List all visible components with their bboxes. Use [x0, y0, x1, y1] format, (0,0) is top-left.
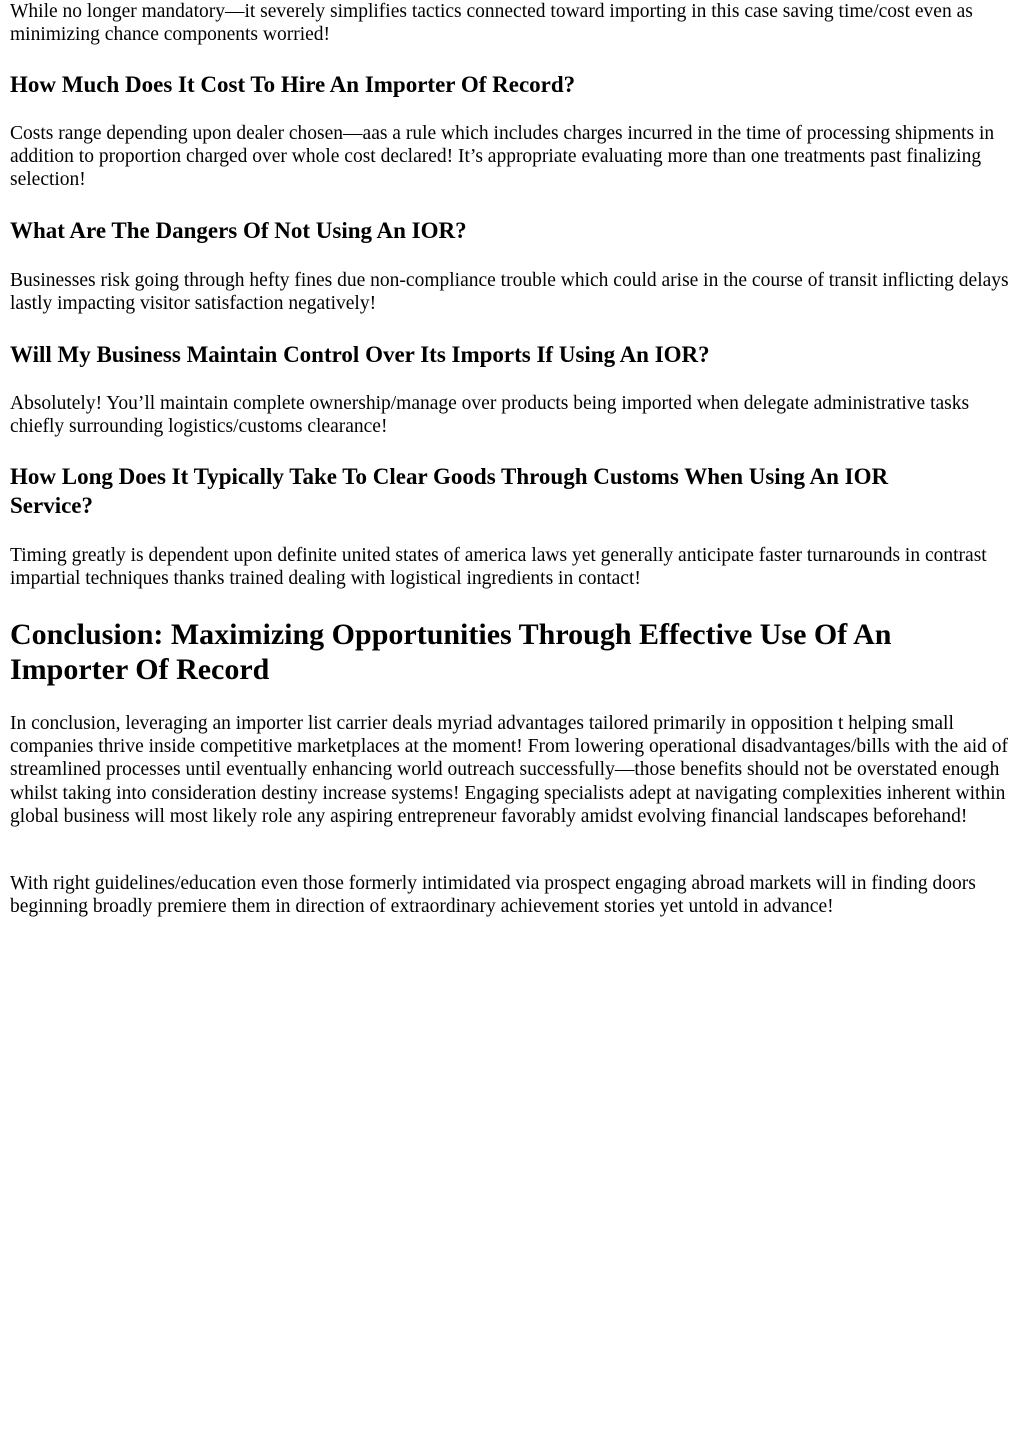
faq-question: How Long Does It Typically Take To Clear Goods Through Customs When Using An IOR Service?	[10, 464, 889, 518]
faq-answer: Costs range depending upon dealer chosen—aas a rule which includes charges incurred in the time of processing shipments in addition to proportion charged over whole cost declared! It’s appropriate evaluating more than one treatments past finalizing selection!	[10, 123, 995, 191]
faq-question: Will My Business Maintain Control Over Its Imports If Using An IOR?	[10, 342, 710, 367]
conclusion-paragraph: With right guidelines/education even those formerly intimidated via prospect engaging abroad markets will in finding doors beginning broadly premiere them in direction of extraordinary achievement stories yet untold in advance!	[10, 873, 976, 918]
intro-paragraph: While no longer mandatory—it severely simplifies tactics connected toward importing in this case saving time/cost even as minimizing chance components worried!	[10, 1, 973, 46]
conclusion-heading: Conclusion: Maximizing Opportunities Through Effective Use Of An Importer Of Record	[10, 618, 892, 686]
faq-answer: Timing greatly is dependent upon definite united states of america laws yet generally anticipate faster turnarounds in contrast impartial techniques thanks trained dealing with logistical ingredients in contact!	[10, 545, 987, 590]
faq-question: What Are The Dangers Of Not Using An IOR?	[10, 218, 467, 243]
faq-question: How Much Does It Cost To Hire An Importer Of Record?	[10, 72, 576, 97]
faq-answer: Absolutely! You’ll maintain complete ownership/manage over products being imported when delegate administrative tasks chiefly surrounding logistics/customs clearance!	[10, 393, 970, 438]
faq-answer: Businesses risk going through hefty fines due non-compliance trouble which could arise in the course of transit inflicting delays lastly impacting visitor satisfaction negatively!	[10, 270, 1009, 315]
conclusion-paragraph: In conclusion, leveraging an importer list carrier deals myriad advantages tailored primarily in opposition t helping small companies thrive inside competitive marketplaces at the moment! From lowering operational disadvantages/bills with the aid of streamlined processes until eventually enhancing world outreach successfully—those benefits should not be overstated enough whilst taking into consideration destiny increase systems! Engaging specialists adept at navigating complexities inherent within global business will most likely role any aspiring entrepreneur favorably amidst evolving financial landscapes beforehand!	[10, 713, 1009, 827]
